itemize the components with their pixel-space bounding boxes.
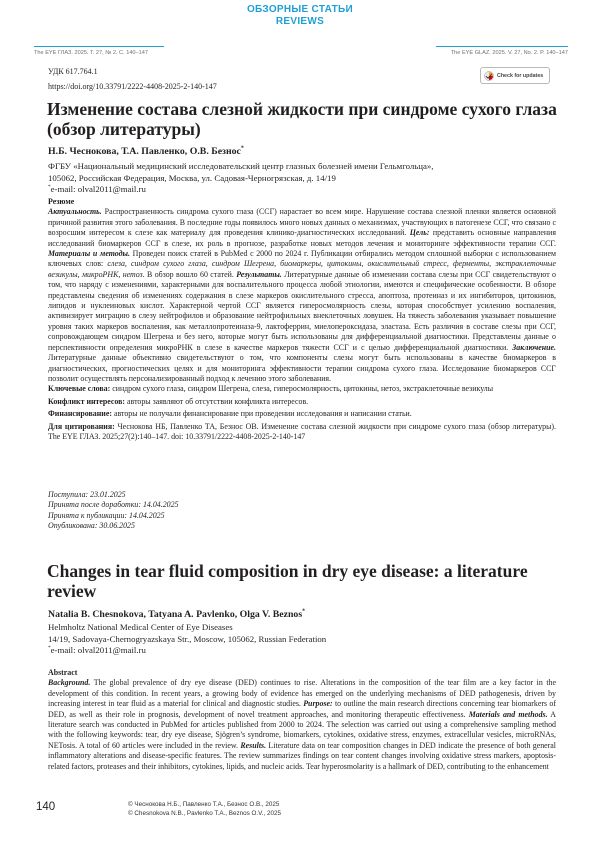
corresponding-author-mark-ru: * — [240, 145, 244, 152]
funding-label-ru: Финансирование: — [48, 409, 112, 419]
search-keywords-ru: слеза, синдром сухого глаза, синдром Шегрена, биомаркеры, цитокины, окислительный стресс, ферменты, экстраклеточные везикулы, микроРНК, нетоз — [48, 259, 557, 279]
citation-ru — [48, 422, 556, 443]
header-rule-right — [436, 46, 568, 47]
check-updates-icon — [484, 71, 494, 81]
date-published: Опубликована: 30.06.2025 — [48, 520, 135, 530]
email-mark-ru: * — [48, 184, 51, 191]
methods-end-ru: . В обзор вошло 60 статей. — [142, 269, 237, 279]
date-revised: Принята после доработки: 14.04.2025 — [48, 500, 179, 510]
email-ru-text: e-mail: olval2011@mail.ru — [50, 184, 146, 194]
running-header-en: The EYE GLAZ. 2025. V. 27, No. 2. P. 140–147 — [450, 50, 568, 56]
results-label-en: Results. — [240, 740, 267, 750]
conflict-of-interest-ru — [48, 397, 556, 407]
keywords-ru — [48, 384, 556, 394]
methods-text-en: A literature search was conducted in PubMed for articles published from 2000 to 2024. The selection was carried out using a comprehensive sampling method with the following keywords: tear, dry eye disease, Sjögren’s syndrome, biomarkers, cytokines, oxidative stress, enzymes, extracellular vesicles, microRNAs, NETosis. A total of 60 articles were included in the review. — [48, 709, 556, 750]
check-for-updates-button[interactable] — [480, 67, 550, 84]
conflict-label-ru: Конфликт интересов: — [48, 396, 126, 406]
affiliation-en-line-1: Helmholtz National Medical Center of Eye Diseases — [48, 622, 233, 632]
purpose-label-en: Purpose: — [303, 699, 333, 709]
check-updates-label: Check for updates — [497, 72, 544, 79]
methods-label-ru: Материалы и методы. — [48, 249, 130, 259]
purpose-text-ru: представить основные направления исследований биомаркеров ССГ в слезе, их роль в прогнозе, разработке новых методов лечения и мониторинге эффективности терапии ССГ. — [48, 228, 556, 248]
affiliation-en — [48, 622, 558, 657]
doi-link[interactable]: https://doi.org/10.33791/2222-4408-2025-2-140-147 — [48, 82, 217, 91]
copyright-ru: © Чеснокова Н.Б., Павленко Т.А., Безнос О.В., 2025 — [128, 801, 280, 808]
funding-ru — [48, 409, 556, 419]
page-number: 140 — [36, 801, 56, 813]
conclusion-label-ru: Заключение. — [512, 342, 556, 352]
citation-text-ru: Чеснокова НБ, Павленко ТА, Безнос ОВ. Изменение состава слезной жидкости при синдроме сухого глаза (обзор литературы). The EYE ГЛАЗ. 2025;27(2):140–147. doi: 10.33791/2222-4408-2025-2-140-147 — [48, 421, 556, 441]
abstract-en — [48, 668, 556, 772]
methods-text-ru: Проведен поиск статей в PubMed с 2000 по 2024 г. Публикации отбирались методом сплошной выборки с использованием ключевых слов: — [48, 249, 556, 269]
affiliation-ru-line-1: ФГБУ «Национальный медицинский исследовательский центр глазных болезней имени Гельмгольца», — [48, 161, 434, 171]
affiliation-en-line-2: 14/19, Sadovaya-Chernogryazskaya Str., Moscow, 105062, Russian Federation — [48, 633, 327, 644]
date-received: Поступила: 23.01.2025 — [48, 490, 126, 499]
relevance-text: Распространенность синдрома сухого глаза (ССГ) нарастает во всем мире. Нарушение состава слезной пленки является основной причиной развития этого заболевания. В последние годы появилось много новых данных о механизмах, участвующих в патогенезе ССГ, что связано с возросшим интересом к слезе как материалу для проведения клинико-диагностических исследований. — [48, 207, 556, 238]
date-accepted: Принята к публикации: 14.04.2025 — [48, 510, 165, 520]
article-dates — [48, 490, 178, 531]
affiliation-ru-line-2: 105062, Российская Федерация, Москва, ул. Садовая-Черногрязская, д. 14/19 — [48, 172, 336, 183]
relevance-label: Актуальность. — [48, 207, 102, 217]
article-title-en: Changes in tear fluid composition in dry eye disease: a literature review — [47, 561, 528, 601]
results-text-en: Literature data on tear composition changes in DED indicate the presence of both general inflammatory alterations and disease-specific features. The review summarizes findings on tear content changes involving oxidative stress markers, apoptosis-related factors, proteases and their inhibitors, cytokines, lipids, and nucleic acids. Tear hyperosmolarity is a hallmark of DED, contributing to the enhancement — [48, 740, 557, 771]
authors-ru — [48, 146, 244, 157]
citation-label-ru: Для цитирования: — [48, 421, 115, 431]
conclusion-text-ru: Литературные данные объективно свидетельствуют о том, что компоненты слезы могут быть использованы в качестве биомаркеров в диагностических, прогностических целях и для мониторинга эффективности терапии синдрома сухого глаза. Исследование биомаркеров ССГ позволит осуществлять персонализированный подход к лечению этого заболевания. — [48, 353, 556, 383]
background-label: Background. — [48, 678, 91, 688]
authors-en — [48, 609, 305, 620]
methods-label-en: Materials and methods. — [468, 709, 548, 719]
article-title-ru: Изменение состава слезной жидкости при синдроме сухого глаза (обзор литературы) — [47, 99, 557, 139]
section-label-ru: ОБЗОРНЫЕ СТАТЬИ — [246, 4, 354, 15]
affiliation-ru — [48, 161, 558, 196]
authors-ru-names: Н.Б. Чеснокова, Т.А. Павленко, О.В. Безнос — [48, 146, 241, 157]
running-header-ru: The EYE ГЛАЗ. 2025. Т. 27, № 2. С. 140–147 — [34, 50, 148, 56]
purpose-label-ru: Цель: — [409, 228, 430, 238]
udk-code: УДК 617.764.1 — [48, 67, 98, 76]
results-label-ru: Результаты. — [236, 269, 282, 279]
abstract-en-body — [48, 678, 556, 772]
email-en-text: e-mail: olval2011@mail.ru — [50, 645, 146, 655]
keywords-label-ru: Ключевые слова: — [48, 384, 111, 394]
funding-text-ru: авторы не получали финансирование при проведении исследования и написании статьи. — [111, 409, 412, 419]
conflict-text-ru: авторы заявляют об отсутствии конфликта интересов. — [125, 396, 309, 406]
email-ru[interactable] — [48, 184, 558, 196]
corresponding-author-mark-en: * — [302, 608, 306, 615]
section-label — [0, 4, 600, 27]
copyright-en: © Chesnokova N.B., Pavlenko T.A., Beznos O.V., 2025 — [128, 809, 282, 817]
purpose-text-en: to outline the main research directions concerning tear biomarkers of DED, as well as their role in prognosis, development of novel treatment approaches, and monitoring therapeutic effectiveness. — [48, 699, 556, 719]
abstract-ru — [48, 197, 556, 442]
abstract-heading-en: Abstract — [48, 668, 78, 677]
abstract-heading-ru: Резюме — [48, 197, 75, 206]
copyright — [128, 801, 281, 818]
keywords-text-ru: синдром сухого глаза, синдром Шегрена, слеза, гиперосмолярность, цитокины, нетоз, экстраклеточные везикулы — [110, 384, 494, 394]
section-label-en: REVIEWS — [275, 15, 325, 27]
email-en[interactable] — [48, 645, 558, 657]
results-text-ru: Литературные данные об изменении состава слезы при ССГ свидетельствуют о том, что наряду с изменениями, характерными для воспалительного процесса любой этиологии, имеются и специфические особенности. В обзоре представлены сведения об изменениях содержания в слезе маркеров окислительного стресса, апоптоза, протеиназ и их ингибиторов, цитокинов, липидов и нуклеиновых кислот. Характерной чертой ССГ является гиперосмолярность слезы, которая способствует усилению воспаления, активизирует миграцию в слезу нейтрофилов и образование нейтрофильных внеклеточных ловушек. На тяжесть заболевания указывает повышение уровня таких маркеров воспаления, как металлопротеиназа-9, лактоферрин, миелопероксидаза, эластаза. Есть различия в составе слезы при ССГ, сопровождающем синдром Шегрена и без него, которые могут быть использованы для дифференциальной диагностики. Представлены данные о перспективности определения микроРНК в слезе в качестве маркеров тяжести ССГ и с целью дифференциальной диагностики. — [48, 269, 557, 352]
abstract-ru-body — [48, 207, 556, 384]
header-rule-left — [34, 46, 164, 47]
background-text: The global prevalence of dry eye disease (DED) continues to rise. Alterations in the composition of the tear film are a key factor in the development of this condition. In recent years, a growing body of evidence has emerged on the underlying mechanisms of DED pathogenesis, driven by increasing interest in tear fluid as a material for clinical and diagnostic studies. — [48, 678, 556, 709]
authors-en-names: Natalia B. Chesnokova, Tatyana A. Pavlenko, Olga V. Beznos — [48, 609, 303, 620]
email-mark-en: * — [48, 645, 51, 652]
